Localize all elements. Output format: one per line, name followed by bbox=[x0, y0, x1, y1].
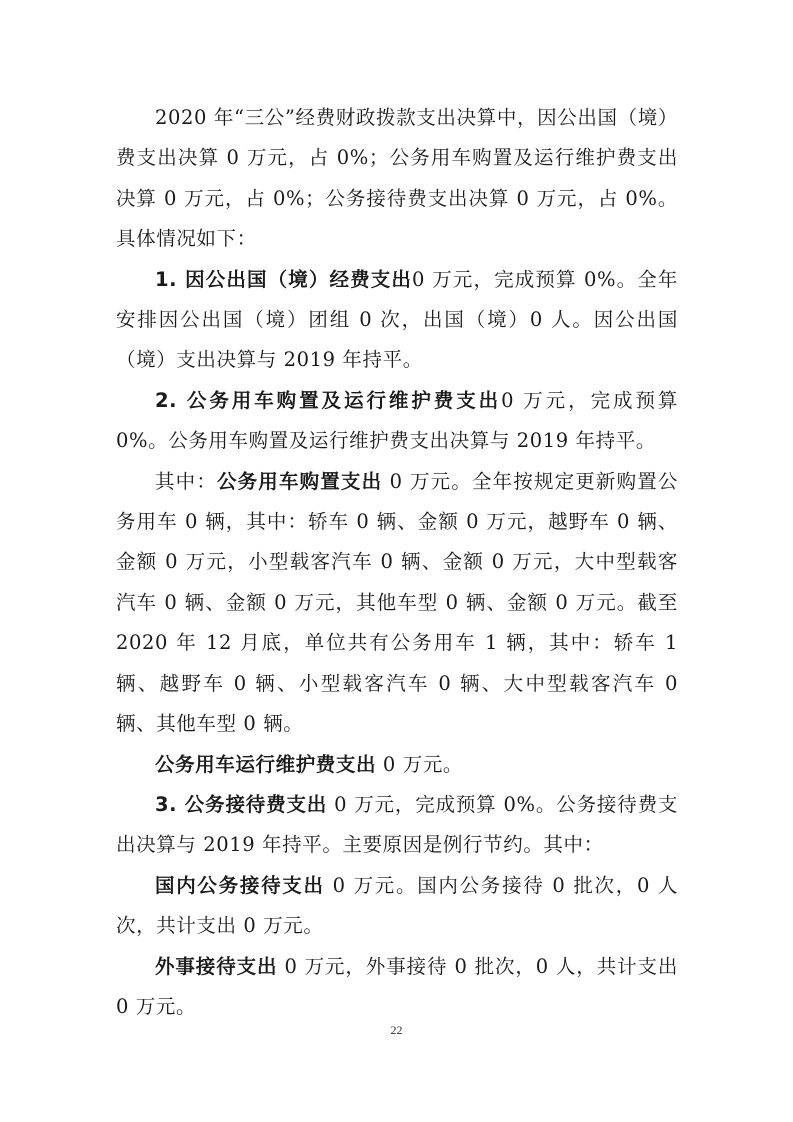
paragraph-vehicle-maintenance-text: 0 万元。 bbox=[376, 752, 464, 776]
heading-vehicle-purchase: 公务用车购置支出 bbox=[216, 469, 383, 493]
heading-vehicle-maintenance: 公务用车运行维护费支出 bbox=[155, 752, 377, 776]
paragraph-vehicle-purchase-pre: 其中： bbox=[155, 469, 217, 493]
paragraph-travel-abroad bbox=[116, 260, 678, 381]
page-number: 22 bbox=[390, 1023, 403, 1037]
paragraph-intro bbox=[116, 98, 678, 260]
heading-domestic-reception: 国内公务接待支出 bbox=[155, 873, 325, 897]
paragraph-reception-text: 0 万元，完成预算 0%。公务接待费支出决算与 2019 年持平。主要原因是例行节约。其中： bbox=[116, 792, 679, 857]
paragraph-domestic-reception-text: 0 万元。国内公务接待 0 批次，0 人次，共计支出 0 万元。 bbox=[116, 873, 679, 938]
paragraph-reception bbox=[116, 785, 678, 866]
heading-travel-abroad: 1. 因公出国（境）经费支出 bbox=[155, 267, 412, 291]
paragraph-foreign-reception bbox=[116, 947, 678, 1028]
heading-reception: 3. 公务接待费支出 bbox=[155, 792, 328, 816]
paragraph-vehicle-purchase-text: 0 万元。全年按规定更新购置公务用车 0 辆，其中：轿车 0 辆、金额 0 万元，越野车 0 辆、金额 0 万元，小型载客汽车 0 辆、金额 0 万元，大中型载客汽车 0 辆、金额 0 万元，其他车型 0 辆、金额 0 万元。截至 2020 年 12 月底，单位共有公务用车 1 辆，其中：轿车 1 辆、越野车 0 辆、小型载客汽车 0 辆、大中型载客汽车 0 辆、其他车型 0 辆。 bbox=[116, 469, 678, 736]
document-body bbox=[116, 98, 678, 1027]
paragraph-intro-text: 2020 年“三公”经费财政拨款支出决算中，因公出国（境）费支出决算 0 万元，占 0%；公务用车购置及运行维护费支出决算 0 万元，占 0%；公务接待费支出决算 0 万元，占 0%。具体情况如下： bbox=[116, 106, 678, 251]
paragraph-domestic-reception bbox=[116, 866, 678, 947]
paragraph-vehicles-text: 0 万元，完成预算 0%。公务用车购置及运行维护费支出决算与 2019 年持平。 bbox=[116, 388, 678, 453]
paragraph-vehicle-maintenance bbox=[116, 745, 678, 785]
paragraph-vehicles bbox=[116, 381, 678, 462]
paragraph-foreign-reception-text: 0 万元，外事接待 0 批次，0 人，共计支出 0 万元。 bbox=[116, 954, 678, 1018]
paragraph-vehicle-purchase bbox=[116, 462, 678, 745]
heading-foreign-reception: 外事接待支出 bbox=[155, 954, 278, 978]
paragraph-travel-abroad-text: 0 万元，完成预算 0%。全年安排因公出国（境）团组 0 次，出国（境）0 人。因公出国（境）支出决算与 2019 年持平。 bbox=[116, 267, 678, 372]
heading-vehicles: 2. 公务用车购置及运行维护费支出 bbox=[155, 388, 502, 412]
